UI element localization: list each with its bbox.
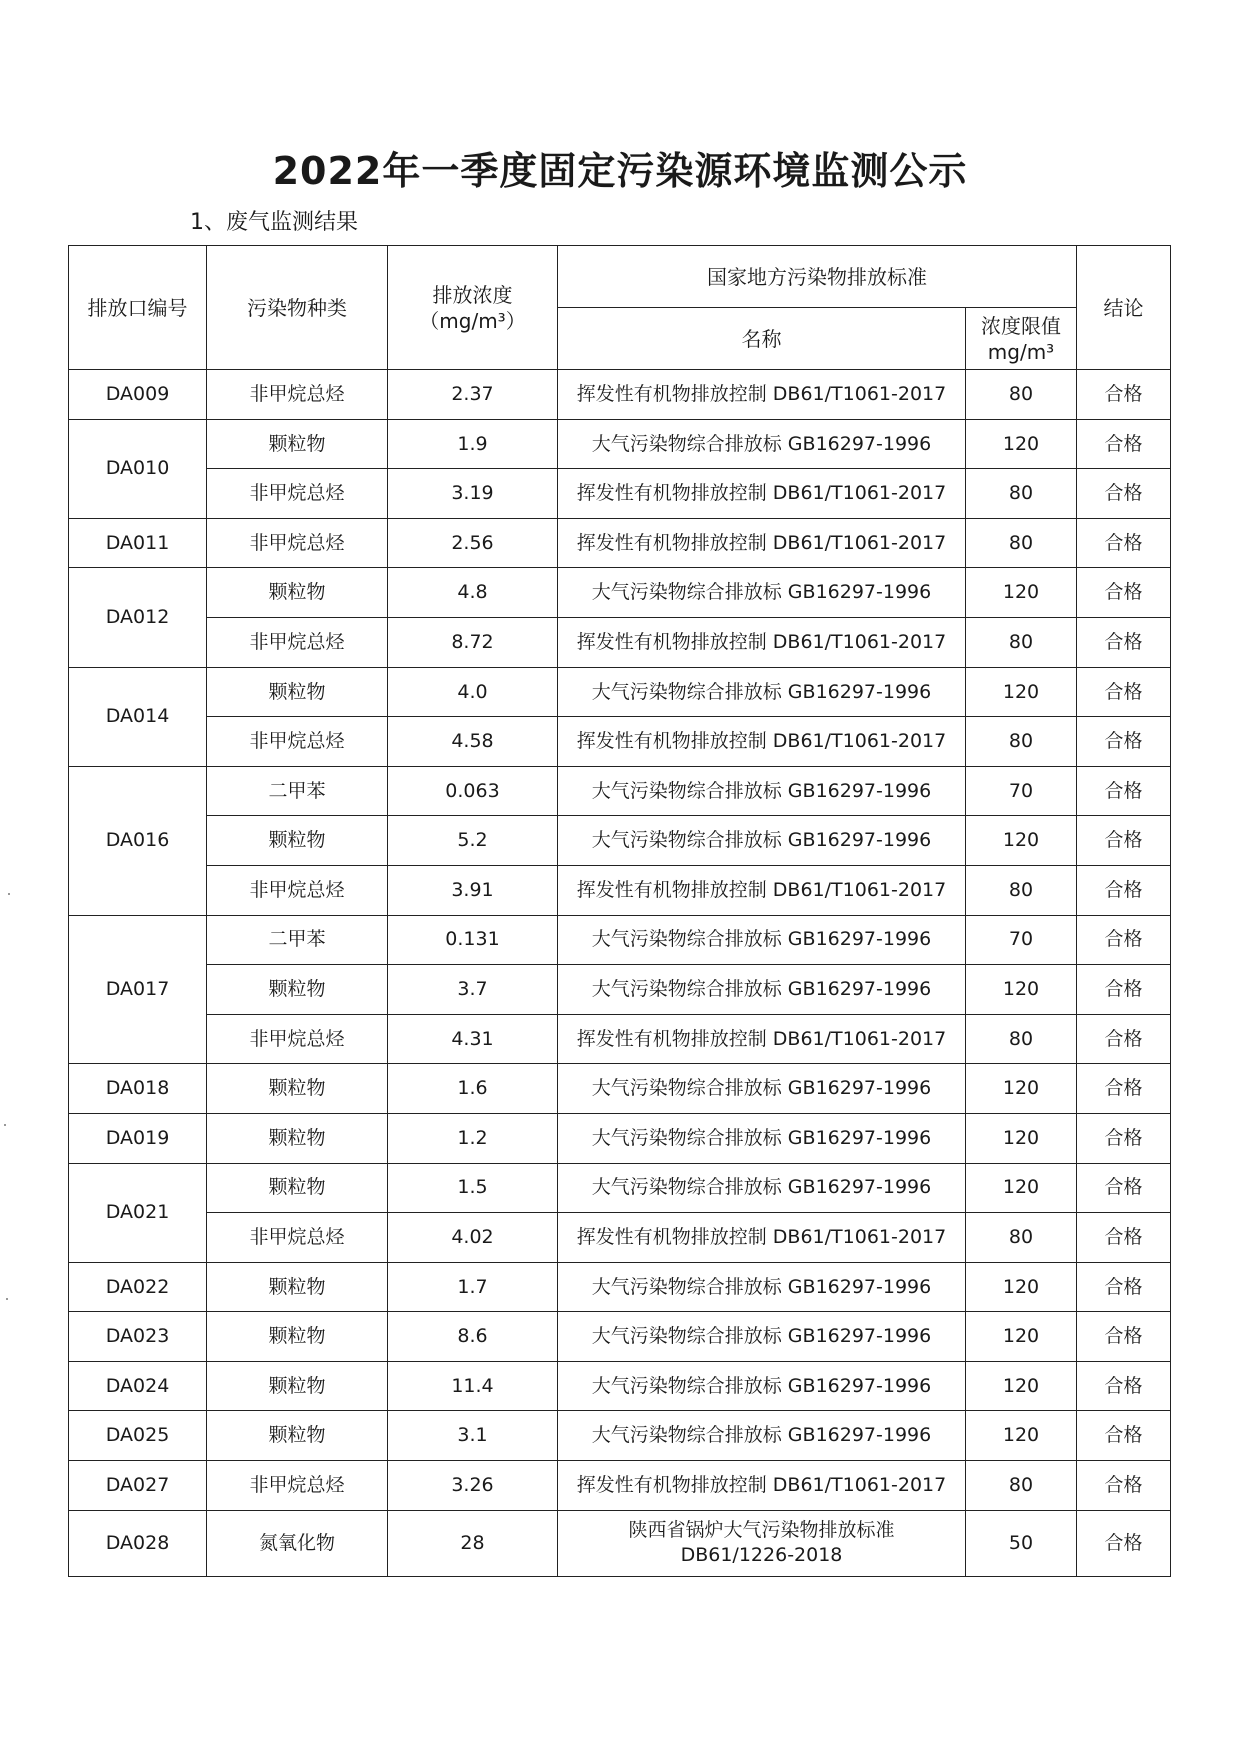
table-row bbox=[69, 1064, 1171, 1114]
pollutant-cell: 非甲烷总烃 bbox=[207, 1014, 388, 1064]
standard-name-cell: 大气污染物综合排放标 GB16297-1996 bbox=[558, 1113, 966, 1163]
table-row bbox=[69, 1163, 1171, 1213]
concentration-cell: 2.56 bbox=[388, 518, 558, 568]
limit-cell: 120 bbox=[966, 1312, 1077, 1362]
scan-speck bbox=[6, 1298, 8, 1300]
table-row bbox=[69, 1014, 1171, 1064]
standard-name-cell: 大气污染物综合排放标 GB16297-1996 bbox=[558, 915, 966, 965]
conclusion-cell: 合格 bbox=[1077, 1113, 1171, 1163]
conclusion-cell: 合格 bbox=[1077, 1461, 1171, 1511]
limit-cell: 70 bbox=[966, 915, 1077, 965]
limit-cell: 120 bbox=[966, 1262, 1077, 1312]
conclusion-cell: 合格 bbox=[1077, 469, 1171, 519]
outlet-id-cell: DA012 bbox=[69, 568, 207, 667]
limit-cell: 80 bbox=[966, 1014, 1077, 1064]
outlet-id-cell: DA019 bbox=[69, 1113, 207, 1163]
table-row bbox=[69, 915, 1171, 965]
pollutant-cell: 非甲烷总烃 bbox=[207, 518, 388, 568]
standard-name-cell: 挥发性有机物排放控制 DB61/T1061-2017 bbox=[558, 518, 966, 568]
header-concentration-unit: （mg/m³） bbox=[419, 308, 526, 333]
conclusion-cell: 合格 bbox=[1077, 1163, 1171, 1213]
conclusion-cell: 合格 bbox=[1077, 717, 1171, 767]
pollutant-cell: 颗粒物 bbox=[207, 419, 388, 469]
limit-cell: 80 bbox=[966, 1213, 1077, 1263]
standard-name-cell: 大气污染物综合排放标 GB16297-1996 bbox=[558, 1361, 966, 1411]
limit-cell: 80 bbox=[966, 617, 1077, 667]
standard-name-cell: 挥发性有机物排放控制 DB61/T1061-2017 bbox=[558, 370, 966, 420]
concentration-cell: 4.0 bbox=[388, 667, 558, 717]
table-row bbox=[69, 717, 1171, 767]
table-row bbox=[69, 617, 1171, 667]
limit-cell: 80 bbox=[966, 717, 1077, 767]
concentration-cell: 1.2 bbox=[388, 1113, 558, 1163]
conclusion-cell: 合格 bbox=[1077, 1411, 1171, 1461]
outlet-id-cell: DA017 bbox=[69, 915, 207, 1064]
pollutant-cell: 颗粒物 bbox=[207, 816, 388, 866]
standard-name-cell bbox=[558, 1510, 966, 1576]
limit-cell: 120 bbox=[966, 1411, 1077, 1461]
limit-cell: 120 bbox=[966, 1113, 1077, 1163]
concentration-cell: 1.6 bbox=[388, 1064, 558, 1114]
outlet-id-cell: DA023 bbox=[69, 1312, 207, 1362]
table-row bbox=[69, 1312, 1171, 1362]
conclusion-cell: 合格 bbox=[1077, 419, 1171, 469]
table-row bbox=[69, 568, 1171, 618]
standard-name-cell: 大气污染物综合排放标 GB16297-1996 bbox=[558, 1064, 966, 1114]
header-outlet-id: 排放口编号 bbox=[69, 246, 207, 370]
table-row bbox=[69, 1461, 1171, 1511]
outlet-id-cell: DA028 bbox=[69, 1510, 207, 1576]
limit-cell: 120 bbox=[966, 568, 1077, 618]
outlet-id-cell: DA025 bbox=[69, 1411, 207, 1461]
standard-name-cell: 大气污染物综合排放标 GB16297-1996 bbox=[558, 1312, 966, 1362]
outlet-id-cell: DA022 bbox=[69, 1262, 207, 1312]
table-row bbox=[69, 816, 1171, 866]
header-concentration bbox=[388, 246, 558, 370]
concentration-cell: 2.37 bbox=[388, 370, 558, 420]
limit-cell: 120 bbox=[966, 667, 1077, 717]
scan-speck bbox=[4, 1124, 6, 1126]
concentration-cell: 11.4 bbox=[388, 1361, 558, 1411]
standard-name-cell: 挥发性有机物排放控制 DB61/T1061-2017 bbox=[558, 1213, 966, 1263]
standard-name-cell: 大气污染物综合排放标 GB16297-1996 bbox=[558, 568, 966, 618]
outlet-id-cell: DA021 bbox=[69, 1163, 207, 1262]
conclusion-cell: 合格 bbox=[1077, 965, 1171, 1015]
limit-cell: 120 bbox=[966, 965, 1077, 1015]
pollutant-cell: 颗粒物 bbox=[207, 1163, 388, 1213]
pollutant-cell: 二甲苯 bbox=[207, 915, 388, 965]
concentration-cell: 0.131 bbox=[388, 915, 558, 965]
outlet-id-cell: DA024 bbox=[69, 1361, 207, 1411]
pollutant-cell: 非甲烷总烃 bbox=[207, 469, 388, 519]
pollutant-cell: 非甲烷总烃 bbox=[207, 1461, 388, 1511]
standard-name-cell: 大气污染物综合排放标 GB16297-1996 bbox=[558, 816, 966, 866]
conclusion-cell: 合格 bbox=[1077, 915, 1171, 965]
table-row bbox=[69, 965, 1171, 1015]
conclusion-cell: 合格 bbox=[1077, 1510, 1171, 1576]
conclusion-cell: 合格 bbox=[1077, 816, 1171, 866]
standard-name-cell: 大气污染物综合排放标 GB16297-1996 bbox=[558, 419, 966, 469]
concentration-cell: 3.19 bbox=[388, 469, 558, 519]
limit-cell: 80 bbox=[966, 469, 1077, 519]
standard-name-cell: 挥发性有机物排放控制 DB61/T1061-2017 bbox=[558, 717, 966, 767]
header-limit bbox=[966, 308, 1077, 370]
conclusion-cell: 合格 bbox=[1077, 1262, 1171, 1312]
header-concentration-label: 排放浓度 bbox=[432, 282, 513, 307]
concentration-cell: 3.1 bbox=[388, 1411, 558, 1461]
concentration-cell: 4.58 bbox=[388, 717, 558, 767]
limit-cell: 80 bbox=[966, 1461, 1077, 1511]
outlet-id-cell: DA014 bbox=[69, 667, 207, 766]
conclusion-cell: 合格 bbox=[1077, 865, 1171, 915]
limit-cell: 120 bbox=[966, 816, 1077, 866]
limit-cell: 120 bbox=[966, 1163, 1077, 1213]
table-row bbox=[69, 865, 1171, 915]
pollutant-cell: 非甲烷总烃 bbox=[207, 717, 388, 767]
concentration-cell: 3.7 bbox=[388, 965, 558, 1015]
standard-name-cell: 挥发性有机物排放控制 DB61/T1061-2017 bbox=[558, 469, 966, 519]
standard-name-cell: 挥发性有机物排放控制 DB61/T1061-2017 bbox=[558, 617, 966, 667]
standard-name-cell: 挥发性有机物排放控制 DB61/T1061-2017 bbox=[558, 1014, 966, 1064]
table-body bbox=[69, 370, 1171, 1577]
exhaust-monitoring-table bbox=[68, 245, 1171, 1577]
table-row bbox=[69, 1361, 1171, 1411]
concentration-cell: 28 bbox=[388, 1510, 558, 1576]
scan-speck bbox=[8, 893, 10, 895]
table-row bbox=[69, 518, 1171, 568]
limit-cell: 120 bbox=[966, 1064, 1077, 1114]
limit-cell: 120 bbox=[966, 419, 1077, 469]
header-standard-group: 国家地方污染物排放标准 bbox=[558, 246, 1077, 308]
limit-cell: 50 bbox=[966, 1510, 1077, 1576]
standard-name-cell: 挥发性有机物排放控制 DB61/T1061-2017 bbox=[558, 1461, 966, 1511]
concentration-cell: 5.2 bbox=[388, 816, 558, 866]
limit-cell: 80 bbox=[966, 518, 1077, 568]
concentration-cell: 1.5 bbox=[388, 1163, 558, 1213]
pollutant-cell: 颗粒物 bbox=[207, 1312, 388, 1362]
pollutant-cell: 颗粒物 bbox=[207, 667, 388, 717]
concentration-cell: 1.7 bbox=[388, 1262, 558, 1312]
table-row bbox=[69, 766, 1171, 816]
conclusion-cell: 合格 bbox=[1077, 1213, 1171, 1263]
conclusion-cell: 合格 bbox=[1077, 1312, 1171, 1362]
pollutant-cell: 颗粒物 bbox=[207, 1361, 388, 1411]
pollutant-cell: 颗粒物 bbox=[207, 965, 388, 1015]
table-row bbox=[69, 1411, 1171, 1461]
table-row bbox=[69, 1262, 1171, 1312]
concentration-cell: 3.26 bbox=[388, 1461, 558, 1511]
document-title: 2022年一季度固定污染源环境监测公示 bbox=[272, 149, 968, 193]
standard-name-line2: DB61/1226-2018 bbox=[680, 1544, 843, 1567]
table-row bbox=[69, 667, 1171, 717]
outlet-id-cell: DA009 bbox=[69, 370, 207, 420]
concentration-cell: 4.31 bbox=[388, 1014, 558, 1064]
conclusion-cell: 合格 bbox=[1077, 766, 1171, 816]
pollutant-cell: 颗粒物 bbox=[207, 568, 388, 618]
conclusion-cell: 合格 bbox=[1077, 370, 1171, 420]
pollutant-cell: 颗粒物 bbox=[207, 1064, 388, 1114]
pollutant-cell: 二甲苯 bbox=[207, 766, 388, 816]
outlet-id-cell: DA016 bbox=[69, 766, 207, 915]
pollutant-cell: 非甲烷总烃 bbox=[207, 865, 388, 915]
header-limit-label: 浓度限值 bbox=[981, 313, 1061, 338]
standard-name-cell: 大气污染物综合排放标 GB16297-1996 bbox=[558, 1262, 966, 1312]
table-row bbox=[69, 1113, 1171, 1163]
header-pollutant: 污染物种类 bbox=[207, 246, 388, 370]
limit-cell: 80 bbox=[966, 370, 1077, 420]
conclusion-cell: 合格 bbox=[1077, 667, 1171, 717]
concentration-cell: 0.063 bbox=[388, 766, 558, 816]
concentration-cell: 3.91 bbox=[388, 865, 558, 915]
header-limit-unit: mg/m³ bbox=[987, 339, 1055, 364]
table-row bbox=[69, 1213, 1171, 1263]
pollutant-cell: 非甲烷总烃 bbox=[207, 370, 388, 420]
table-row bbox=[69, 419, 1171, 469]
concentration-cell: 1.9 bbox=[388, 419, 558, 469]
limit-cell: 120 bbox=[966, 1361, 1077, 1411]
concentration-cell: 4.02 bbox=[388, 1213, 558, 1263]
header-conclusion: 结论 bbox=[1077, 246, 1171, 370]
conclusion-cell: 合格 bbox=[1077, 617, 1171, 667]
standard-name-cell: 大气污染物综合排放标 GB16297-1996 bbox=[558, 667, 966, 717]
conclusion-cell: 合格 bbox=[1077, 1014, 1171, 1064]
table-row bbox=[69, 1510, 1171, 1576]
conclusion-cell: 合格 bbox=[1077, 568, 1171, 618]
header-standard-name: 名称 bbox=[558, 308, 966, 370]
pollutant-cell: 氮氧化物 bbox=[207, 1510, 388, 1576]
standard-name-line1: 陕西省锅炉大气污染物排放标准 bbox=[628, 1519, 895, 1542]
concentration-cell: 8.6 bbox=[388, 1312, 558, 1362]
table-row bbox=[69, 370, 1171, 420]
section-heading: 1、废气监测结果 bbox=[190, 210, 358, 235]
pollutant-cell: 非甲烷总烃 bbox=[207, 617, 388, 667]
conclusion-cell: 合格 bbox=[1077, 1361, 1171, 1411]
pollutant-cell: 颗粒物 bbox=[207, 1411, 388, 1461]
limit-cell: 80 bbox=[966, 865, 1077, 915]
outlet-id-cell: DA027 bbox=[69, 1461, 207, 1511]
outlet-id-cell: DA011 bbox=[69, 518, 207, 568]
table-row bbox=[69, 469, 1171, 519]
outlet-id-cell: DA018 bbox=[69, 1064, 207, 1114]
standard-name-cell: 大气污染物综合排放标 GB16297-1996 bbox=[558, 766, 966, 816]
pollutant-cell: 非甲烷总烃 bbox=[207, 1213, 388, 1263]
limit-cell: 70 bbox=[966, 766, 1077, 816]
pollutant-cell: 颗粒物 bbox=[207, 1113, 388, 1163]
concentration-cell: 8.72 bbox=[388, 617, 558, 667]
standard-name-cell: 挥发性有机物排放控制 DB61/T1061-2017 bbox=[558, 865, 966, 915]
standard-name-cell: 大气污染物综合排放标 GB16297-1996 bbox=[558, 1411, 966, 1461]
conclusion-cell: 合格 bbox=[1077, 518, 1171, 568]
standard-name-cell: 大气污染物综合排放标 GB16297-1996 bbox=[558, 1163, 966, 1213]
outlet-id-cell: DA010 bbox=[69, 419, 207, 518]
pollutant-cell: 颗粒物 bbox=[207, 1262, 388, 1312]
conclusion-cell: 合格 bbox=[1077, 1064, 1171, 1114]
concentration-cell: 4.8 bbox=[388, 568, 558, 618]
standard-name-cell: 大气污染物综合排放标 GB16297-1996 bbox=[558, 965, 966, 1015]
